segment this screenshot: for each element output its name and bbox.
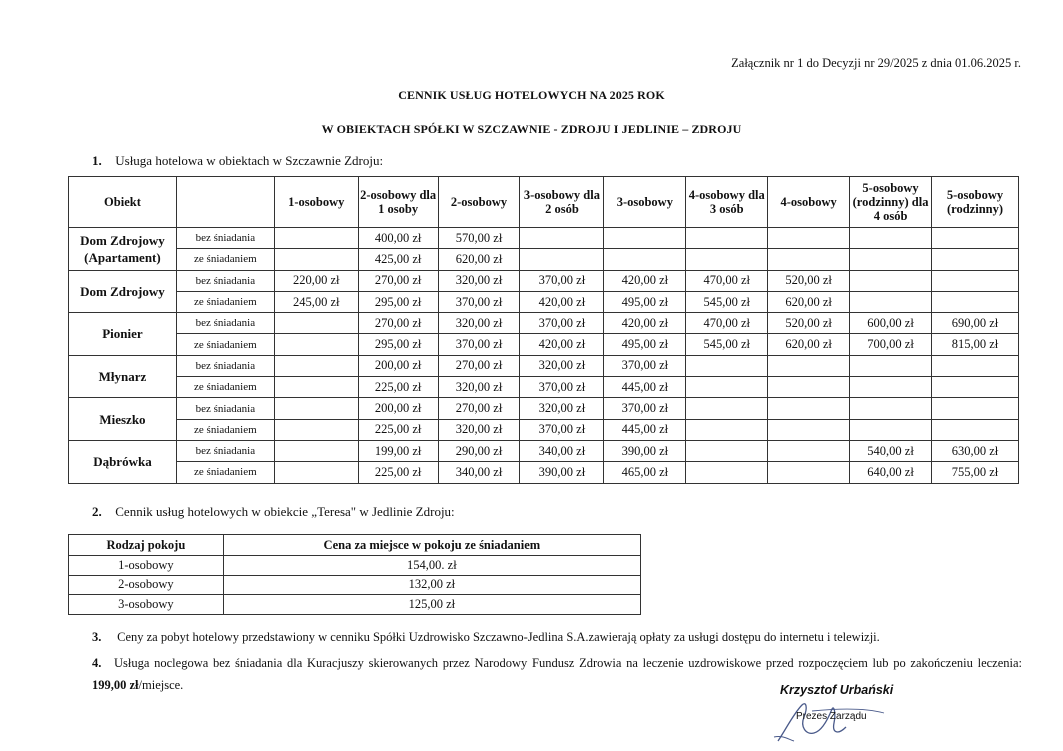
table-row [69,355,1019,376]
price-cell: 495,00 zł [604,334,686,355]
price-cell [850,270,932,291]
price-cell: 420,00 zł [604,313,686,334]
price-cell [686,355,768,376]
price-cell: 320,00 zł [438,270,520,291]
price-cell: 465,00 zł [604,462,686,483]
table-row [69,270,1019,291]
price-cell: 200,00 zł [358,398,438,419]
price-cell [850,398,932,419]
table-row [69,377,1019,398]
price-cell: 630,00 zł [932,440,1019,461]
price-cell [768,398,850,419]
table-header-cell [176,177,274,228]
price-cell: 495,00 zł [604,291,686,312]
price-cell [768,462,850,483]
meal-option-cell: ze śniadaniem [176,249,274,270]
table-row [69,313,1019,334]
section-2-number: 2. [92,504,102,519]
price-cell: 370,00 zł [520,419,604,440]
price-cell [768,355,850,376]
section-1-heading [92,153,383,169]
table-row [69,462,1019,483]
table-row [69,440,1019,461]
room-type-cell: 2-osobowy [69,575,224,595]
price-cell [274,398,358,419]
table-header-cell: 4-osobowy [768,177,850,228]
price-cell: 290,00 zł [438,440,520,461]
price-cell [604,249,686,270]
price-cell [932,270,1019,291]
price-cell: 470,00 zł [686,313,768,334]
price-cell: 390,00 zł [604,440,686,461]
table-header-cell: Cena za miejsce w pokoju ze śniadaniem [223,535,640,556]
price-cell [686,462,768,483]
object-name-cell: Mieszko [69,398,177,441]
price-cell [686,398,768,419]
price-cell: 270,00 zł [438,355,520,376]
price-cell: 640,00 zł [850,462,932,483]
price-cell: 320,00 zł [520,398,604,419]
table-header-row [69,535,641,556]
price-cell: 540,00 zł [850,440,932,461]
table-header-cell: 5-osobowy (rodzinny) [932,177,1019,228]
price-cell: 200,00 zł [358,355,438,376]
price-cell: 320,00 zł [438,377,520,398]
price-cell [686,249,768,270]
price-cell: 570,00 zł [438,228,520,249]
price-cell: 700,00 zł [850,334,932,355]
price-cell [274,419,358,440]
price-cell: 295,00 zł [358,291,438,312]
note-3-number: 3. [92,630,102,644]
price-cell [274,440,358,461]
table-header-cell: 3-osobowy dla 2 osób [520,177,604,228]
price-cell: 270,00 zł [438,398,520,419]
object-name-cell: Pionier [69,313,177,356]
price-cell [932,249,1019,270]
price-cell [850,249,932,270]
price-cell: 320,00 zł [520,355,604,376]
price-cell: 225,00 zł [358,462,438,483]
object-name-cell: Młynarz [69,355,177,398]
meal-option-cell: bez śniadania [176,270,274,291]
price-cell: 270,00 zł [358,270,438,291]
meal-option-cell: ze śniadaniem [176,291,274,312]
price-cell [274,334,358,355]
price-cell: 370,00 zł [520,313,604,334]
table-header-cell: Rodzaj pokoju [69,535,224,556]
price-cell [932,398,1019,419]
table-row [69,419,1019,440]
object-name-cell: Dom Zdrojowy [69,270,177,313]
price-cell [768,419,850,440]
table-row [69,228,1019,249]
section-1-text: Usługa hotelowa w obiektach w Szczawnie Zdroju: [115,153,384,168]
section-2-text: Cennik usług hotelowych w obiekcie „Teresa" w Jedlinie Zdroju: [115,504,455,519]
room-type-cell: 3-osobowy [69,595,224,615]
meal-option-cell: bez śniadania [176,440,274,461]
price-cell: 220,00 zł [274,270,358,291]
note-4-text: Usługa noclegowa bez śniadania dla Kuracjuszy skierowanych przez Narodowy Fundusz Zdrowia na leczenie uzdrowiskowe przed rozpoczęciem lub po zakończeniu leczenia: [114,656,1022,670]
table-header-cell: Obiekt [69,177,177,228]
price-cell: 154,00. zł [223,556,640,576]
price-cell: 199,00 zł [358,440,438,461]
price-cell: 370,00 zł [520,270,604,291]
price-cell [686,228,768,249]
price-cell [520,249,604,270]
price-cell [686,377,768,398]
price-cell: 125,00 zł [223,595,640,615]
price-cell [768,440,850,461]
price-cell [274,228,358,249]
object-name-cell: Dom Zdrojowy (Apartament) [69,228,177,271]
price-cell [274,313,358,334]
price-cell: 225,00 zł [358,377,438,398]
price-table-szczawno [68,176,1019,484]
signer-role: Prezes Zarządu [796,711,867,722]
price-cell: 245,00 zł [274,291,358,312]
price-cell: 445,00 zł [604,419,686,440]
price-cell: 755,00 zł [932,462,1019,483]
price-cell: 390,00 zł [520,462,604,483]
meal-option-cell: bez śniadania [176,228,274,249]
note-4-price: 199,00 zł [92,678,139,692]
price-cell: 420,00 zł [604,270,686,291]
price-cell: 320,00 zł [438,419,520,440]
price-cell: 132,00 zł [223,575,640,595]
signer-name: Krzysztof Urbański [780,683,894,697]
price-cell: 600,00 zł [850,313,932,334]
price-cell: 815,00 zł [932,334,1019,355]
meal-option-cell: bez śniadania [176,398,274,419]
price-cell: 370,00 zł [604,355,686,376]
price-cell [274,249,358,270]
table-header-cell: 4-osobowy dla 3 osób [686,177,768,228]
price-cell: 420,00 zł [520,334,604,355]
table-header-cell: 5-osobowy (rodzinny) dla 4 osób [850,177,932,228]
price-cell: 420,00 zł [520,291,604,312]
price-cell: 340,00 zł [438,462,520,483]
table-row [69,398,1019,419]
meal-option-cell: ze śniadaniem [176,334,274,355]
price-cell [850,419,932,440]
price-cell: 320,00 zł [438,313,520,334]
signature-block [772,683,922,743]
table-header-cell: 3-osobowy [604,177,686,228]
price-cell: 620,00 zł [768,291,850,312]
price-cell [932,355,1019,376]
section-2-heading [92,504,455,520]
meal-option-cell: ze śniadaniem [176,377,274,398]
price-cell: 370,00 zł [520,377,604,398]
price-cell [768,228,850,249]
price-cell [686,419,768,440]
table-header-cell: 2-osobowy dla 1 osoby [358,177,438,228]
price-cell: 545,00 zł [686,291,768,312]
price-cell: 425,00 zł [358,249,438,270]
meal-option-cell: ze śniadaniem [176,419,274,440]
price-cell [932,228,1019,249]
price-cell: 370,00 zł [438,291,520,312]
price-cell: 295,00 zł [358,334,438,355]
table-row [69,291,1019,312]
section-1-number: 1. [92,153,102,168]
price-cell [932,377,1019,398]
price-cell: 520,00 zł [768,270,850,291]
note-4-number: 4. [92,656,102,670]
room-type-cell: 1-osobowy [69,556,224,576]
price-cell [604,228,686,249]
object-name-cell: Dąbrówka [69,440,177,483]
note-3 [92,626,1022,648]
price-cell: 225,00 zł [358,419,438,440]
price-cell: 690,00 zł [932,313,1019,334]
table-header-row [69,177,1019,228]
price-cell [932,419,1019,440]
price-cell: 470,00 zł [686,270,768,291]
document-subtitle: W OBIEKTACH SPÓŁKI W SZCZAWNIE - ZDROJU I JEDLINIE – ZDROJU [321,122,742,136]
annex-reference: Załącznik nr 1 do Decyzji nr 29/2025 z dnia 01.06.2025 r. [731,56,1021,70]
price-cell: 370,00 zł [438,334,520,355]
price-cell [850,228,932,249]
price-cell: 270,00 zł [358,313,438,334]
price-cell: 620,00 zł [768,334,850,355]
price-cell: 520,00 zł [768,313,850,334]
document-title: CENNIK USŁUG HOTELOWYCH NA 2025 ROK [398,88,665,102]
price-cell: 400,00 zł [358,228,438,249]
price-cell [686,440,768,461]
meal-option-cell: bez śniadania [176,313,274,334]
price-cell [274,377,358,398]
table-row [69,556,641,576]
price-table-teresa [68,534,641,615]
table-header-cell: 2-osobowy [438,177,520,228]
price-cell [850,355,932,376]
price-cell: 620,00 zł [438,249,520,270]
price-cell: 340,00 zł [520,440,604,461]
table-row [69,249,1019,270]
table-row [69,595,641,615]
price-cell [274,355,358,376]
table-header-cell: 1-osobowy [274,177,358,228]
price-cell [850,377,932,398]
note-4-text-suffix: /miejsce. [138,678,184,692]
price-cell [850,291,932,312]
price-cell [768,249,850,270]
price-cell [520,228,604,249]
price-cell: 445,00 zł [604,377,686,398]
table-row [69,334,1019,355]
price-cell [932,291,1019,312]
price-cell: 545,00 zł [686,334,768,355]
note-3-text: Ceny za pobyt hotelowy przedstawiony w cenniku Spółki Uzdrowisko Szczawno-Jedlina S.A.zawierają opłaty za usługi dostępu do internetu i telewizji. [117,630,880,644]
meal-option-cell: bez śniadania [176,355,274,376]
price-cell [274,462,358,483]
price-cell: 370,00 zł [604,398,686,419]
table-row [69,575,641,595]
meal-option-cell: ze śniadaniem [176,462,274,483]
price-cell [768,377,850,398]
